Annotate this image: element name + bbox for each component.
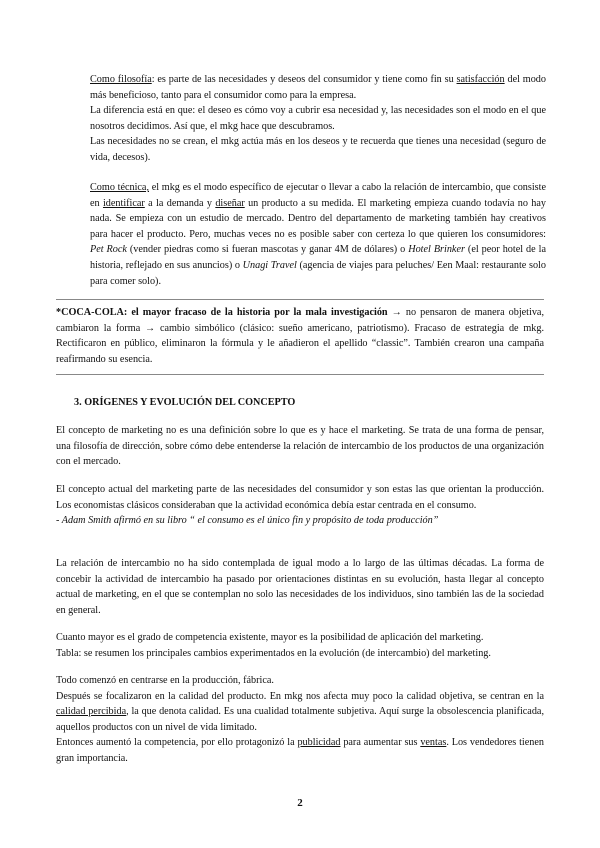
term-philosophy: Como filosofía: [90, 74, 152, 85]
divider-top: [56, 299, 544, 300]
term-design: diseñar: [215, 197, 245, 209]
example-unagi-travel: Unagi Travel: [242, 259, 297, 271]
example-hotel-brinker: Hotel Brinker: [408, 244, 465, 256]
term-technique: Como técnica,: [90, 182, 150, 193]
term-sales: ventas: [420, 737, 447, 749]
section-heading: 3. ORÍGENES Y EVOLUCIÓN DEL CONCEPTO: [74, 397, 296, 408]
term-perceived-quality: calidad percibida: [56, 706, 127, 718]
paragraph-technique: Como técnica, el mkg es el modo específico de ejecutar o llevar a cabo la relación de intercambio, que consiste en identificar a la demanda y diseñar un producto a su medida. El marketing empieza cuando todavía no hay nada. Se empieza con un estudio de mercado. Dentro del departamento de marketing también hay creativos para hacer el producto. Pero, muchas veces no es posible saber con certeza lo que quieren los consumidores: Pet Rock (vender piedras como si fueran mascotas y ganar 4M de dólares) o Hotel Brinker (el peor hotel de la historia, reflejado en sus anuncios) o Unagi Travel (agencia de viajes para peluches/ Een Maal: restaurante solo para comer solo).: [90, 182, 546, 287]
example-pet-rock: Pet Rock: [90, 244, 127, 256]
term-satisfaction: satisfacción: [456, 74, 505, 85]
paragraph-competition: Cuanto mayor es el grado de competencia existente, mayor es la posibilidad de aplicación del marketing. Tabla: se resumen los principales cambios experimentados en la evolución (de intercambio) del marketing.: [56, 632, 491, 659]
page-number: 2: [297, 797, 303, 809]
term-identify: identificar: [102, 197, 145, 209]
paragraph-evolution: Todo comenzó en centrarse en la producción, fábrica. Después se focalizaron en la calidad del producto. En mkg nos afecta muy poco la calidad objetiva, se centran en la calidad percibida, la que denota calidad. Es una cualidad totalmente subjetiva. Aquí surge la obsolescencia planificada, aquellos productos con un nivel de vida limitado. Entonces aumentó la competencia, por ello protagonizó la publicidad para aumentar sus ventas. Los vendedores tienen gran importancia.: [56, 675, 544, 764]
paragraph-philosophy: Como filosofía: es parte de las necesidades y deseos del consumidor y tiene como fin su satisfacción del modo más beneficioso, tanto para el consumidor como para la empresa. La diferencia está en que: el deseo es cómo voy a cubrir esa necesidad y, las necesidades son el modo en el que nosotros decidimos. Así que, el mkg hace que descubramos. Las necesidades no se crean, el mkg actúa más en los deseos y te recuerda que tienes una necesidad (seguro de vida, decesos).: [90, 74, 546, 163]
paragraph-concept: El concepto de marketing no es una definición sobre lo que es y hace el marketing. Se trata de una forma de pensar, una filosofía de dirección, sobre cómo debe entenderse la relación de intercambio de los productos de una organización con el mercado.: [56, 425, 544, 468]
coca-cola-note: *COCA-COLA: el mayor fracaso de la historia por la mala investigación → no pensaron de manera objetiva, cambiaron la forma → cambio simbólico (clásico: sueño americano, patriotismo). Fracaso de estrategia de mkg. Rectificaron en público, eliminaron la fórmula y le añadieron el apellido “classic”. También crearon una campaña reafirmando su esencia.: [56, 307, 545, 365]
term-advertising: publicidad: [297, 737, 341, 749]
divider-bottom: [56, 374, 544, 375]
paragraph-current-concept: El concepto actual del marketing parte de las necesidades del consumidor y son estas las que orientan la producción. Los economistas clásicos consideraban que la actividad económica debía estar centrada en el consumo. - Adam Smith afirmó en su libro “ el consumo es el único fin y propósito de toda producción”: [56, 484, 544, 527]
paragraph-exchange: La relación de intercambio no ha sido contemplada de igual modo a lo largo de las últimas décadas. La forma de concebir la actividad de intercambio ha pasado por orientaciones distintas en su evolución, hasta llegar al concepto actual de marketing, en el que se contemplan no solo las necesidades de los individuos, sino también las de la sociedad en general.: [56, 558, 544, 616]
coca-cola-title: *COCA-COLA: el mayor fracaso de la historia por la mala investigación: [56, 307, 388, 318]
adam-smith-quote: - Adam Smith afirmó en su libro “ el consumo es el único fin y propósito de toda producción”: [56, 515, 439, 527]
